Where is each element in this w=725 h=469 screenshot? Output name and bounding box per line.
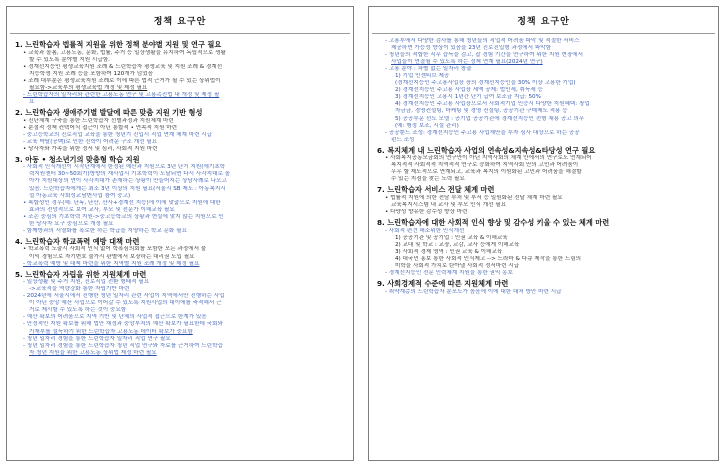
policy-line: ->교육적을 역량강화 통한 자립기반 마련: [29, 286, 130, 293]
policy-line: 3) 경계선지능인 고용시 1년간 단기 급여 보조금 지급: 50%: [395, 94, 541, 101]
policy-line: - 예산 확보의 어려움으로 지역 기반 및 단체의 사업적 접근으로 한계가 있음: [23, 314, 207, 321]
policy-line: 이 아닌 중앙 예산 사업으로 이어갈 수 있도록 지원사업의 대이에를 축적해서 근: [29, 300, 222, 307]
policy-line: 요: [29, 98, 35, 105]
policy-line: 자금금, 경영컨설팅, 마케팅 및 경영 컨설팅, 공공기관 구매제도 적용 등: [395, 108, 568, 115]
policy-line: • 경계선지능인 평생교육지원 조례 & 느린학습자 평생교육 및 지원 조례 & 경계선: [23, 63, 223, 70]
policy-line: • 복합성인 경우(예: 난독, 난산, 산사+경계선 지능)에 이에 맞춤으로 지원에 대한: [23, 199, 221, 206]
policy-line: 지능학생 지원 조례 등을 포함하여 120개가 넘었음: [29, 70, 154, 77]
policy-line: 설 아동교육 사회성교남변사업 참여 중고): [29, 192, 131, 199]
policy-line: - 함께방과의 서열화를 폭로한 하는 학급을 지양하는 학교 문화 필요: [23, 227, 187, 234]
policy-panel-right: [368, 6, 719, 461]
policy-line: 우우 할 제도적으로 연계되고, 교육과 복지의 이원화된 고민과 어려움을 해결할: [391, 169, 582, 176]
policy-line: 아가 지원대상의 연이 사각지대가 존재하는 상황이 만들어지는 상담사례로 나오고: [29, 178, 227, 185]
policy-line: - 청년 일자리 경험을 통한 느린학습자 일자리 직업 연구 필요: [23, 335, 171, 342]
policy-line: 제공하면 가능성 향상이 있음을 23년 진로진입형 과정에서 파악함: [391, 45, 552, 52]
policy-line: - 안정적인 지원 확보를 위해 법안 재정과 중앙부처의 예산 확보가 필요한데 국회와: [23, 321, 223, 328]
policy-line: 거로 제시할 수 있도록 하는 것이 중요함: [29, 307, 127, 314]
panel-title: 정책 요구안: [10, 7, 350, 34]
policy-line: - 고용 분야 : 차별 없는 일자리 창출: [385, 66, 472, 73]
policy-line: 할 수 있도록 분야별 지원 시급함.: [29, 56, 110, 63]
section-heading: 2. 느린학습자 생애주기별 발달에 따른 맞춤 지원 기반 형성: [15, 107, 203, 117]
policy-line: - 중고등학교의 진로직업 교육을 통한 청년기 진입시 직업 연계 체계 마련 시급: [23, 131, 213, 138]
policy-line: - 2024년에 서울시에서 진행한 청년 일자리 관련 사업이 지역에서만 진행하는 사업: [23, 293, 225, 300]
policy-line: 효과의 전망적으로 보여 교사, 부모 및 전문가 이해교육 필요: [29, 206, 175, 213]
section-heading: 5. 느린학습자 자립을 위한 지원체계 마련: [15, 269, 147, 279]
policy-line: • 분절적 정책 컨텍어식 접근이 아닌 통합적 • 연속적 지원 마련: [23, 124, 178, 131]
policy-line: 1) 기업 인센티브 제공: [395, 73, 450, 80]
policy-line: 교육복지시스템 내 교사 및 부모 인식 개선 필요: [391, 202, 507, 209]
policy-line: 있음. 느린학습자에게는 최소 3년 이상의 지원 필요(서울시 SB 제도 : 아동복지시: [29, 185, 226, 192]
policy-line: - 사회적 편견 해소위한 인식개선: [385, 227, 465, 234]
policy-line: • 당사자와 가족을 위한 정서 및 심리, 사회적 지원 마련: [23, 145, 158, 152]
section-heading: 4. 느린학습자 학교폭력 예방 대책 마련: [15, 236, 140, 246]
policy-line: • 조례 대부분은 평생교육지원 조례로 이에 따른 법적 근거가 될 수 있는 상위법이: [23, 77, 221, 84]
section-heading: 3. 아동 • 청소년기의 맞춤형 학습 지원: [15, 154, 140, 164]
policy-line: (예: 행정 보조, 시설 관리): [395, 122, 459, 129]
policy-line: • 진단체계 구축을 통한 느린학습자 선별과정과 지원체계 마련: [23, 117, 174, 124]
policy-line: 한 당사자 요구 중심으로 개정 필요: [29, 220, 114, 227]
policy-line: • 학교폭력 노출시 사회적 인식 없어 학폭심의회를 포함한 모든 과정에서 불: [23, 246, 207, 253]
policy-line: 사업들이 연결될 수 있도록 하는 정책 연계 필요(2024년 연구): [391, 59, 543, 66]
policy-line: 필요함->교육부의 평생교육법 개정 및 제정 필요: [29, 84, 148, 91]
policy-line: 미학을 사회적 가치로 탄아낼 사회적 정서마련 시급: [395, 263, 520, 270]
policy-line: 2) 경계선지능인 주고용 사업장 세액 공제: 법인세, 취득세 등: [395, 87, 543, 94]
policy-line: 수 있는 지점을 찾는 노력 필요: [391, 176, 465, 183]
section-heading: 7. 느린학습자 서비스 전달 체계 마련: [377, 185, 495, 195]
policy-line: 2) 교대 및 학교 : 교장, 교감, 교사 등에게 이해교육: [395, 241, 520, 248]
policy-line: - 고용부에서 다양한 검사를 통해 청년들의 직업적 어려움 파악 및 적절한 서비스: [385, 38, 580, 44]
policy-line: 복지적적 사회적적 지역적적 연구로 승화하여 지역사회 안의 고민과 어려움이: [391, 162, 579, 169]
panel-body: [7, 34, 353, 357]
section-heading: 8. 느린학습자에 대한 사회적 인식 향상 및 감수성 키울 수 있는 체계 마련: [377, 218, 610, 228]
policy-line: • 교육과 돌봄, 고용노동, 문화, 법률, 주거 등 일상생활을 유지하여 독립적으로 생활: [23, 49, 226, 56]
policy-line: 력지원센터 30~50회기)방향의 재사업시 기초학력이 도달되면 다시 사각지대로 돌: [29, 171, 231, 178]
policy-line: - 청년들의 적합한 직무 습득을 검고, 잡 경험 기간을 연구하여 위한 지원 현장에서: [385, 52, 584, 59]
policy-panel-left: [6, 6, 354, 461]
section-heading: 1. 느린학습자 법률적 지원을 위한 정책 분야별 지원 및 연구 필요: [15, 40, 222, 49]
policy-line: 5) 공공부문 선도 모델 : 공기업 공공기관에 경계선지능인 전형 채용 공고 의무: [395, 115, 585, 122]
panel-title: 정책 요구안: [372, 7, 715, 34]
policy-line: - 청년 일자리 경험을 통한 느린학습자 청년 직업 연구와 자료를 근거하여 느린학습: [23, 342, 223, 349]
policy-line: - 느린학습자의 일자리와 관련한 고용노동 연구 및 고용촉진법 내 개정 및 제정 필: [23, 91, 220, 98]
policy-line: 자 청년 지원을 위한 고용노동 상위법 제정 마련 필요: [29, 349, 157, 356]
policy-line: 이익 경험으로 자기변호 불가시 판별에서 보장하는 대리권 도입 필요: [29, 253, 195, 260]
policy-line: • 조손 중심의 기초학력 지원->중고등학교의 상황과 현실에 맞지 않는 지원으로 인: [23, 213, 224, 220]
policy-line: - 사회적 인식개선이 시작단계에서 한정된 예산과 지원으로 3년 단기 지원(에기초학: [23, 164, 226, 171]
policy-line: 4) 대국민 홍보 통한 사회적 인식제고 --> 드라마 & 다큐 제작을 통한 느림의: [395, 256, 582, 262]
section-heading: 9. 사회경제적 수준에 따른 지원체계 마련: [377, 279, 509, 289]
policy-line: 4) 경계선지능인 주고용 사업장으로서 사회적기업 인증시 다양한 지원혜택: 창업: [395, 101, 590, 108]
policy-line: (경계선지능인 주고용사업장 장의 경계선지능인을 30% 이상 고용한 기업): [395, 80, 576, 87]
policy-line: - 교육 박탈(공백)로 인한 진학이 어려운 구조 개선 필요: [23, 138, 158, 145]
policy-line: 기재부를 설득하기 위한 느린학습자 고용노동 데이터 확보가 중요함: [29, 328, 193, 335]
policy-line: 펀드 조성: [391, 136, 415, 143]
policy-line: - 일상생활 및 주거 지원, 진로직업 전환 형태적 필요: [23, 279, 150, 286]
policy-line: - 공공뿐드 조성: 경계선지능인 주고용 사업체만을 투자 심사 대상으로 하는 공공: [385, 129, 580, 136]
policy-line: - 경계선지능인 전문 인력체계 지원을 통한 권익 옹호: [385, 270, 513, 277]
policy-line: • 법률적 지원에 의한 전담 부처 및 부서 등 일원화된 전달 체계 마련 필요: [385, 195, 563, 202]
policy-line: • 다양성 향유한 감수성 향상 마련: [385, 209, 468, 216]
panel-body: [369, 34, 718, 296]
policy-line: - 학교폭력 예방 및 대책 마련을 위한 지역별 지원 조례 개정 및 제정 필요: [23, 260, 200, 267]
section-heading: 6. 복지체계 내 느린학습자 사업의 연속성&지속성&타당성 연구 필요: [377, 145, 596, 155]
policy-line: 3) 사회적 경제 영역 : 인권 교육 & 이해교육: [395, 248, 503, 255]
policy-line: 1) 공공기관 및 공기업 : 인권 교육 & 이해교육: [395, 234, 508, 241]
policy-line: - 취약계층의 느린학습자 분포도가 높음에 이에 대한 대처 방안 마련 시급: [385, 288, 562, 295]
policy-line: • 사회복지공동모금회의 연구만이 아닌 지역사회의 체계 안에서의 연구로도 연계되어: [385, 155, 592, 162]
